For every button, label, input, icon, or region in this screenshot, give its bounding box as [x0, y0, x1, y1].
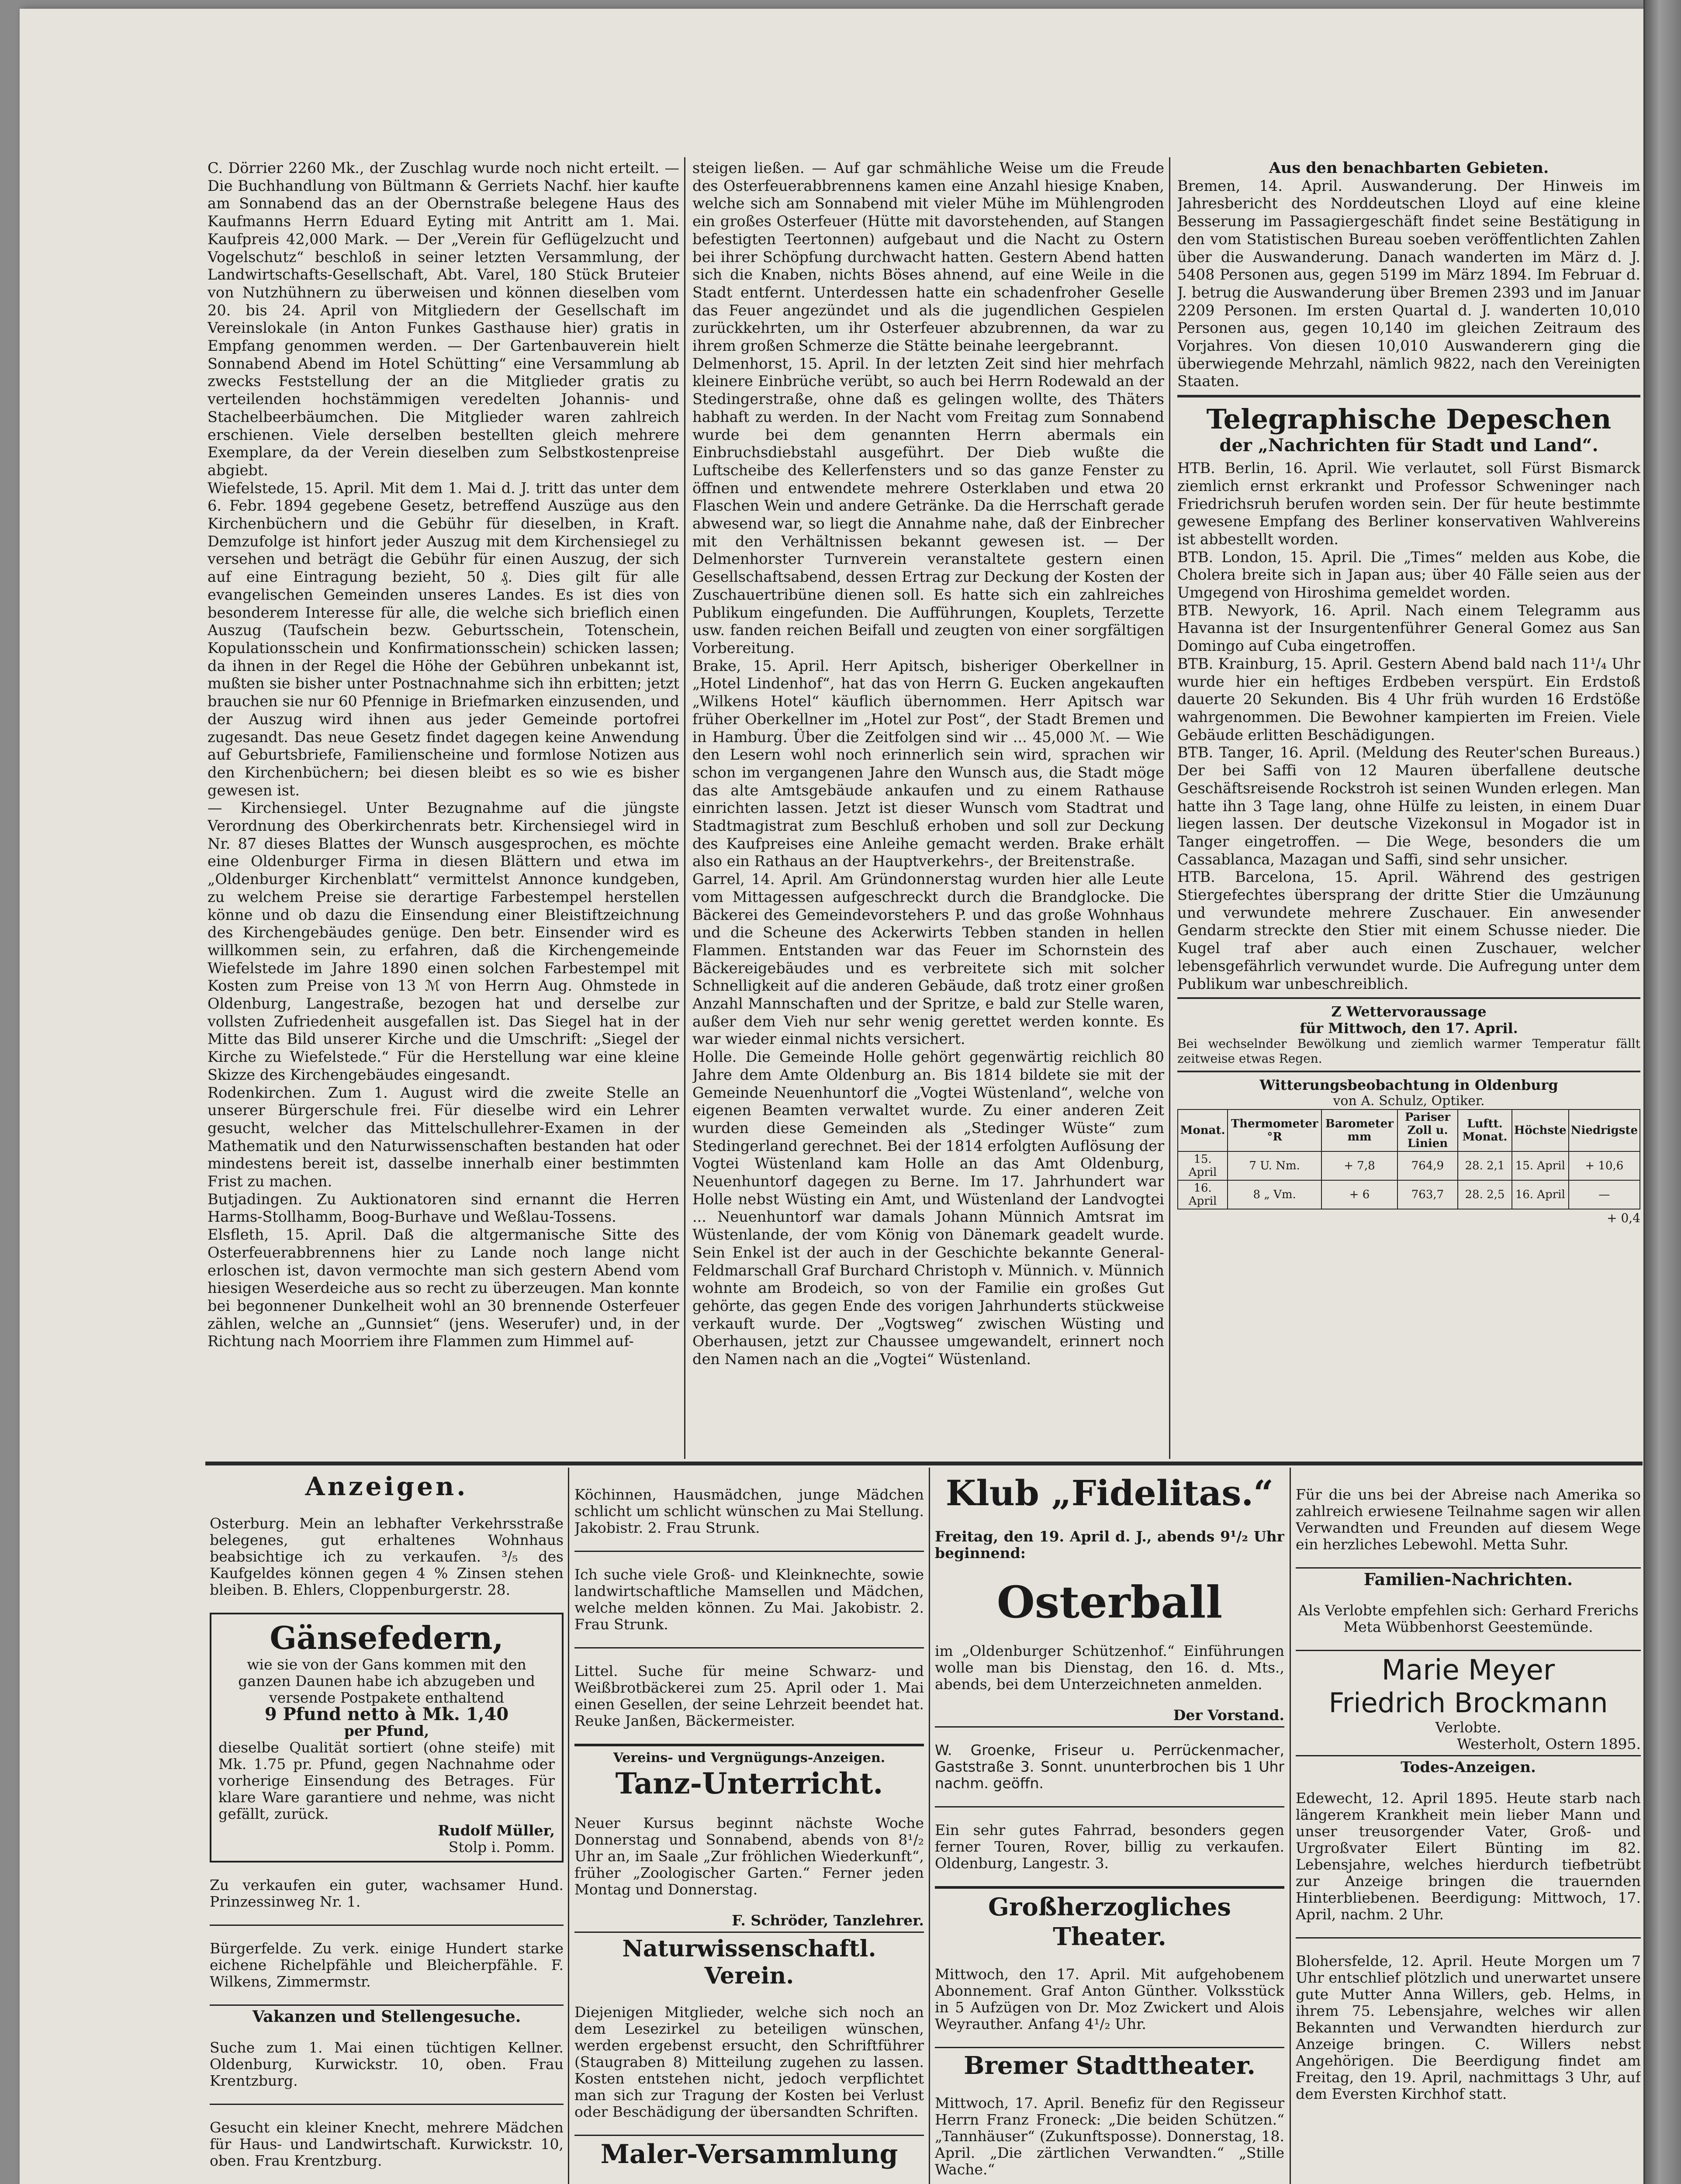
ad-osterburg: Osterburg. Mein an lebhafter Verkehrsstraße belegenes, gut erhaltenes Wohnhaus beabsichtige ich zu verkaufen. ³/₅ des Kaufgeldes können gegen 4 % Zinsen stehen bleiben. B. Ehlers, Cloppenburgerstr. 28.: [210, 1515, 564, 1598]
tanz-title: Tanz-Unterricht.: [615, 1766, 883, 1800]
wx-cell: 763,7: [1397, 1180, 1458, 1209]
telegram-6: HTB. Barcelona, 15. April. Während des gestrigen Stiergefechtes übersprang der dritte Stier die Umzäunung und verwundete mehrere Zuschauer. Ein anwesender Gendarm streckte den Stier mit einem Schusse nieder. Die Kugel traf aber auch einen Zuschauer, welcher lebensgefährlich verwundet wurde. Die Aufregung unter dem Publikum war unbeschreiblich.: [1177, 868, 1640, 992]
column-rule-1: [684, 157, 685, 1459]
osterball-sig: Der Vorstand.: [1173, 1707, 1284, 1724]
tanz-text: Neuer Kursus beginnt nächste Woche Donnerstag und Sonnabend, abends von 8¹/₂ Uhr an, im Saale „Zur fröhlichen Wiederkunft“, früher „Zoologischer Garten.“ Ferner jeden Montag und Donnerstag.: [574, 1814, 924, 1898]
ad-rule: [935, 1806, 1284, 1807]
obs-rule: [1177, 1071, 1640, 1072]
ad-rule: [574, 1744, 924, 1746]
ad-koechinnen: Köchinnen, Hausmädchen, junge Mädchen schlicht um schlicht wünschen zu Mai Stellung. Jakobistr. 2. Frau Strunk.: [574, 1486, 924, 1536]
col2-para-5: Holle. Die Gemeinde Holle gehört gegenwärtig reichlich 80 Jahre dem Amte Oldenburg an. Bis 1814 bildete sie mit der Gemeinde Neuenhuntorf die „Vogtei Wüstenland“, welche von eigenen Beamten verwaltet wurde. Zu einer anderen Zeit wurden diese Gemeinden als „Stedinger Wüste“ zum Stedingerland gerechnet. Bei der 1814 erfolgten Auflösung der Vogtei Wüstenland kam Holle an das Amt Oldenburg, Neuenhuntorf dagegen zu Berne. Im 17. Jahrhundert war Holle nebst Wüsting ein Amt, und Wüstenland der Landvogtei ... Neuenhuntorf war damals Johann Münnich Amtsrat im Wüstenlande, der vom König von Dänemark geadelt wurde. Sein Enkel ist der auch in der Geschichte bekannte General-Feldmarschall Graf Burchard Christoph v. Münnich. v. Münnich wohnte am Brodeich, so von der Familie ein großes Gut gehörte, das gegen Ende des vorigen Jahrhunderts stückweise verkauft wurde. Der „Vogtsweg“ zwischen Wüsting und Oberhausen, jetzt zur Chaussee umgewandelt, erinnert noch den Namen nach an die „Vogtei“ Wüstenland.: [692, 1048, 1164, 1368]
westerholt: Westerholt, Ostern 1895.: [1457, 1735, 1641, 1752]
wx-cell: 15. April: [1512, 1151, 1569, 1180]
ad-kellner: Suche zum 1. Mai einen tüchtigen Kellner. Oldenburg, Kurwickstr. 10, oben. Frau Krentzburg.: [210, 2039, 564, 2089]
vakanzen-title: Vakanzen und Stellengesuche.: [252, 2008, 521, 2026]
telegram-1: HTB. Berlin, 16. April. Wie verlautet, soll Fürst Bismarck ziemlich ernst erkrankt und Professor Schweninger nach Friedrichsruh berufen worden sein. Der für heute bestimmte gewesene Empfang des Berliner konservativen Wahlvereins ist abbestellt worden.: [1177, 460, 1640, 548]
ad-rule: [574, 1647, 924, 1648]
ad-littel: Littel. Suche für meine Schwarz- und Weißbrotbäckerei zum 25. April oder 1. Mai einen Gesellen, der seine Lehrzeit beendet hat. Reuke Janßen, Bäckermeister.: [574, 1662, 924, 1729]
bremer-title: Bremer Stadttheater.: [964, 2051, 1256, 2080]
ad-groenke: W. Groenke, Friseur u. Perrückenmacher, Gaststraße 3. Sonnt. ununterbrochen bis 1 Uhr nachm. geöffn.: [935, 1742, 1284, 1792]
wx-cell: 28. 2,5: [1458, 1180, 1512, 1209]
ad-rule: [210, 2104, 564, 2105]
theater-text: Mittwoch, den 17. April. Mit aufgehobenem Abonnement. Graf Anton Günther. Volksstück in 5 Aufzügen von Dr. Moz Zwickert und Alois Weyrauther. Anfang 4¹/₂ Uhr.: [935, 1966, 1284, 2032]
wx-cell: 16. April: [1178, 1180, 1228, 1209]
ads-column-b: [574, 1472, 924, 2184]
col1-para-2: Wiefelstede, 15. April. Mit dem 1. Mai d. J. tritt das unter dem 6. Febr. 1894 gegebene Gesetz, betreffend Auszüge aus den Kirchenbüchern und die Gebühr für dieselben, in Kraft. Demzufolge ist hinfort jeder Auszug mit dem Kirchensiegel zu versehen und beträgt die Gebühr für einen Auszug, der sich auf eine Eintragung bezieht, 50 ₰. Dies gilt für alle evangelischen Gemeinden unseres Landes. Es ist dies von besonderem Interesse für alle, die welche sich brieflich einen Auszug (Taufschein bezw. Geburtsschein, Totenschein, Kopulationsschein und Konfirmationsschein) schicken lassen; da ihnen in der Regel die Höhe der Gebühren unbekannt ist, mußten sie bisher unter Postnachnahme sich ihn erbitten; jetzt brauchen sie nur 60 Pfennige in Briefmarken einzusenden, und der Auszug wird ihnen aus jeder Gemeinde portofrei zugesandt. Das neue Gesetz findet dagegen keine Anwendung auf Geburtsbriefe, Familienscheine und formlose Notizen aus den Kirchenbüchern; bei diesen bleibt es so wie es bisher gewesen ist.: [208, 479, 679, 799]
osterball-title: Osterball: [996, 1576, 1223, 1628]
klub-title: Klub „Fidelitas.“: [945, 1472, 1274, 1514]
ads-column-d: [1296, 1472, 1641, 2184]
wx-cell: 7 U. Nm.: [1228, 1151, 1321, 1180]
telegram-3: BTB. Newyork, 16. April. Nach einem Telegramm aus Havanna ist der Insurgentenführer General Gomez aus San Domingo auf Cuba eingetroffen.: [1177, 601, 1640, 655]
ad-rule: [935, 2047, 1284, 2048]
ads-rule-1: [568, 1468, 569, 2184]
obs-bracket: + 0,4: [1607, 1211, 1640, 1226]
gaensefedern-place: Stolp i. Pomm.: [448, 1838, 555, 1856]
col1-para-1: C. Dörrier 2260 Mk., der Zuschlag wurde noch nicht erteilt. — Die Buchhandlung von Bültmann & Gerriets Nachf. hier kaufte am Sonnabend das an der Obernstraße belegene Haus des Kaufmanns Herrn Eduard Eyting mit Antritt am 1. Mai. Kaufpreis 42,000 Mark. — Der „Verein für Geflügelzucht und Vogelschutz“ beschloß in seiner letzten Versammlung, der Landwirtschafts-Gesellschaft, Abt. Varel, 180 Stück Bruteier von Nutzhühnern zu überweisen und können dieselben vom 20. bis 24. April von Mitgliedern der Gesellschaft im Vereinslokale (in Anton Funkes Gasthause hier) gratis in Empfang genommen werden. — Der Gartenbauverein hielt Sonnabend Abend im Hotel Schütting“ eine Versammlung ab zwecks Feststellung der an die Mitglieder gratis zu verteilenden hochstämmigen veredelten Johannis- und Stachelbeerbäumchen. Die Mitglieder waren zahlreich erschienen. Viele derselben bestellten gleich mehrere Exemplare, da der Verein dieselben zum Selbstkostenpreise abgiebt.: [208, 159, 679, 479]
klub-text: Freitag, den 19. April d. J., abends 9¹/₂ Uhr beginnend:: [935, 1528, 1284, 1562]
anzeigen-title: Anzeigen.: [305, 1472, 468, 1501]
wx-h-high: Höchste: [1512, 1109, 1569, 1151]
ad-edewecht: Edewecht, 12. April 1895. Heute starb nach längerem Krankheit mein lieber Mann und unser treusorgender Vater, Groß- und Urgroßvater Eilert Bünting im 82. Lebensjahre, welches hierdurch tiefbetrübt zur Anzeige bringen die trauernden Hinterbliebenen. Beerdigung: Mittwoch, 17. April, nachm. 2 Uhr.: [1296, 1790, 1641, 1923]
telegram-2: BTB. London, 15. April. Die „Times“ melden aus Kobe, die Cholera breite sich in Japan aus; über 40 Fälle seien aus der Umgegend von Hiroshima gemeldet worden.: [1177, 548, 1640, 601]
gaensefedern-title: Gänsefedern,: [270, 1619, 504, 1656]
wx-cell: 16. April: [1512, 1180, 1569, 1209]
ad-gaensefedern: [210, 1613, 564, 1863]
wx-h-low: Niedrigste: [1569, 1109, 1640, 1151]
telegraph-rule: [1177, 395, 1640, 397]
ad-rule: [1296, 1937, 1641, 1939]
ad-dank: Für die uns bei der Abreise nach Amerika so zahlreich erwiesene Teilnahme sagen wir allen Verwandten und Freunden auf diesem Wege ein herzliches Lebewohl. Metta Suhr.: [1296, 1486, 1641, 1553]
gaensefedern-sig: Rudolf Müller,: [438, 1822, 555, 1839]
wx-h-thermo: Thermometer °R: [1228, 1109, 1321, 1151]
wx-cell: + 6: [1321, 1180, 1397, 1209]
name-marie: Marie Meyer: [1381, 1654, 1555, 1686]
familien-title: Familien-Nachrichten.: [1363, 1569, 1573, 1589]
tanz-sig: F. Schröder, Tanzlehrer.: [732, 1912, 924, 1929]
ad-knecht: Gesucht ein kleiner Knecht, mehrere Mädchen für Haus- und Landwirtschaft. Kurwickstr. 10, oben. Frau Krentzburg.: [210, 2119, 564, 2169]
ad-hund: Zu verkaufen ein guter, wachsamer Hund. Prinzessinweg Nr. 1.: [210, 1876, 564, 1910]
col2-para-2: Delmenhorst, 15. April. In der letzten Zeit sind hier mehrfach kleinere Einbrüche verübt, so auch bei Herrn Rodewald an der Stedingerstraße, ohne daß es gelingen wollte, des Thäters habhaft zu werden. In der Nacht vom Freitag zum Sonnabend wurde bei dem genannten Herrn abermals ein Einbruchsdiebstahl ausgeführt. Der Dieb wußte die Luftscheibe des Kellerfensters und so das ganze Fenster zu öffnen und entwendete mehrere Osterklaben und etwa 20 Flaschen Wein und andere Getränke. Da die Herrschaft gerade abwesend war, so liegt die Annahme nahe, daß der Einbrecher mit den Verhältnissen bekannt gewesen ist. — Der Delmenhorster Turnverein veranstaltete gestern einen Gesellschaftsabend, dessen Ertrag zur Deckung der Kosten der Zuschauertribüne dienen soll. Es hatte sich ein zahlreiches Publikum eingefunden. Die Aufführungen, Kouplets, Terzette usw. fanden reichen Beifall und zeugten von einer sorgfältigen Vorbereitung.: [692, 355, 1164, 657]
column-3: [1177, 159, 1640, 1459]
wx-cell: + 10,6: [1569, 1151, 1640, 1180]
vereins-heading: Vereins- und Vergnügungs-Anzeigen.: [613, 1750, 885, 1766]
verlobt-1: Als Verlobte empfehlen sich: Gerhard Frerichs Meta Wübbenhorst Geestemünde.: [1298, 1602, 1639, 1635]
ad-buergerfelde: Bürgerfelde. Zu verk. einige Hundert starke eichene Richelpfähle und Bleicherpfähle. F. Wilkens, Zimmermstr.: [210, 1940, 564, 1990]
col2-para-4: Garrel, 14. April. Am Gründonnerstag wurden hier alle Leute vom Mittagessen aufgeschreckt durch die Brandglocke. Die Bäckerei des Gemeindevorstehers P. und das große Wohnhaus und die Scheune des Ackerwirts Tebben standen in hellen Flammen. Entstanden war das Feuer im Schornstein des Bäckereigebäudes und es verbreitete sich mit solcher Schnelligkeit auf die anderen Gebäude, daß trotz einer großen Anzahl Mannschaften und der Spritze, e bald zur Stelle waren, außer dem Vieh nur sehr wenig gerettet werden konnte. Es war wieder einmal nichts versichert.: [692, 871, 1164, 1048]
table-row: [1178, 1151, 1640, 1180]
telegraph-subtitle: der „Nachrichten für Stadt und Land“.: [1219, 435, 1598, 456]
ad-rule: [210, 1925, 564, 1926]
verlobte-label: Verlobte.: [1435, 1719, 1501, 1736]
neighbors-heading: Aus den benachbarten Gebieten.: [1269, 159, 1549, 177]
weather-table: [1177, 1109, 1640, 1209]
telegram-5: BTB. Tanger, 16. April. (Meldung des Reuter'schen Bureaus.) Der bei Saffi von 12 Mauren überfallene deutsche Geschäftsreisende Rockstroh ist seinen Wunden erlegen. Man hatte ihn 3 Tage lang, ohne Hülfe zu leisten, in einem Duar liegen lassen. Der deutsche Vizekonsul in Mogador ist in Tanger eingetroffen. — Die Wege, besonders die um Cassablanca, Mazagan und Saffi, sind sehr unsicher.: [1177, 744, 1640, 868]
weather-title: Z Wettervoraussage: [1331, 1003, 1487, 1020]
wx-cell: + 7,8: [1321, 1151, 1397, 1180]
gaensefedern-text: wie sie von der Gans kommen mit den ganzen Daunen habe ich abzugeben und versende Postpakete enthaltend: [238, 1656, 535, 1706]
wx-cell: —: [1569, 1180, 1640, 1209]
wx-h-month: Monat.: [1178, 1109, 1228, 1151]
ads-rule-2: [929, 1468, 930, 2184]
col1-para-3: — Kirchensiegel. Unter Bezugnahme auf die jüngste Verordnung des Oberkirchenrats betr. Kirchensiegel wird in Nr. 87 dieses Blattes der Wunsch ausgesprochen, es möchte eine Oldenburger Firma in diesen Blättern und etwa im „Oldenburger Kirchenblatt“ vermittelst Annonce kundgeben, zu welchem Preise sie derartige Farbestempel herstellen könne und ob dazu die Einsendung einer Bleistiftzeichnung des Kirchengebäudes genüge. Den betr. Einsender wird es willkommen sein, zu erfahren, daß die Kirchengemeinde Wiefelstede im Jahre 1890 einen solchen Farbestempel mit Kosten zum Preise von 13 ℳ von Herrn Aug. Ohmstede in Oldenburg, Langestraße, bezogen hat und derselbe zur vollsten Zufriedenheit ausgefallen ist. Das Siegel hat in der Mitte das Bild unserer Kirche und die Umschrift: „Siegel der Kirche zu Wiefelstede.“ Für die Herstellung war eine kleine Skizze des Kirchengebäudes eingesandt.: [208, 799, 679, 1083]
wx-cell: 8 „ Vm.: [1228, 1180, 1321, 1209]
weather-table-header: [1178, 1109, 1640, 1151]
ad-rule: [210, 2004, 564, 2006]
weather-rule: [1177, 997, 1640, 999]
gaensefedern-per: per Pfund,: [344, 1722, 429, 1739]
ads-separator: [205, 1462, 1643, 1465]
natur-text: Diejenigen Mitglieder, welche sich noch an dem Lesezirkel zu beteiligen wünschen, werden ergebenst ersucht, den Schriftführer (Staugraben 8) Mitteilung zugehen zu lassen. Kosten entstehen nicht, jedoch verpflichtet man sich zur Tragung der Kosten bei Verlust oder Beschädigung der übersandten Schriften.: [574, 2004, 924, 2120]
obs-title: Witterungsbeobachtung in Oldenburg: [1259, 1077, 1558, 1094]
wx-cell: 28. 2,1: [1458, 1151, 1512, 1180]
telegraph-title: Telegraphische Depeschen: [1206, 403, 1612, 435]
ad-rule: [935, 1726, 1284, 1728]
maler-title: Maler-Versammlung: [600, 2139, 898, 2170]
col2-para-1: steigen ließen. — Auf gar schmähliche Weise um die Freude des Osterfeuerabbrennens kamen eine Anzahl hiesige Knaben, welche sich am Sonnabend mit vieler Mühe im Mühlengroden ein großes Osterfeuer (Hütte mit davorstehenden, auf Stangen befestigten Teertonnen) aufgebaut und die Nacht zu Ostern bei ihrer Schöpfung durchwacht hatten. Gestern Abend hatten sich die Knaben, nichts Böses ahnend, auf eine Weile in die Stadt entfernt. Unterdessen hatte ein schadenfroher Geselle das Feuer angezündet und als die jugendlichen Gespielen zurückkehrten, um ihr Osterfeuer abzubrennen, da war zu ihrem großen Schmerze die Stätte beinahe leergebrannt.: [692, 159, 1164, 355]
ad-rule: [1296, 1650, 1641, 1651]
bremer-text: Mittwoch, 17. April. Benefiz für den Regisseur Herrn Franz Froneck: „Die beiden Schützen.“ „Tannhäuser“ (Zukunftsposse). Donnerstag, 18. April. „Die zärtlichen Verwandten.“ „Stille Wache.“: [935, 2094, 1284, 2178]
weather-date: für Mittwoch, den 17. April.: [1300, 1020, 1518, 1037]
theater-title: Großherzogliches Theater.: [988, 1893, 1231, 1951]
gaensefedern-text2: dieselbe Qualität sortiert (ohne steife) mit Mk. 1.75 pr. Pfund, gegen Nachnahme oder vorherige Einsendung des Betrages. Für klare Ware garantiere und nehme, was nicht gefällt, zurück.: [218, 1739, 555, 1822]
obs-subtitle: von A. Schulz, Optiker.: [1333, 1093, 1485, 1109]
natur-title: Naturwissenschaftl. Verein.: [622, 1935, 876, 1989]
wx-h-lmonth: Luftt. Monat.: [1458, 1109, 1512, 1151]
todes-title: Todes-Anzeigen.: [1401, 1759, 1536, 1776]
ad-rule: [1296, 1755, 1641, 1756]
col2-para-3: Brake, 15. April. Herr Apitsch, bisheriger Oberkellner in „Hotel Lindenhof“, hat das von Herrn G. Eucken angekauften „Wilkens Hotel“ käuflich übernommen. Herr Apitsch war früher Oberkellner im „Hotel zur Post“, der Stadt Bremen und in Hamburg. Über die Zeitfolgen sind wir ... 45,000 ℳ. — Wie den Lesern wohl noch erinnerlich sein wird, sprachen wir schon im vergangenen Jahre den Wunsch aus, die Stadt möge das alte Amtsgebäude ankaufen und zu einem Rathause einrichten lassen. Jetzt ist dieser Wunsch vom Stadtrat und Stadtmagistrat zum Beschluß erhoben und soll zur Deckung des Kaufpreises eine Anleihe gemacht werden. Brake erhält also ein Rathaus an der Hauptverkehrs-, der Breitenstraße.: [692, 657, 1164, 870]
col3-para-1: Bremen, 14. April. Auswanderung. Der Hinweis im Jahresbericht des Norddeutschen Lloyd auf eine kleine Besserung im Passagiergeschäft findet seine Bestätigung in den vom Statistischen Bureau soeben veröffentlichten Zahlen über die Auswanderung. Danach wanderten im März d. J. 5408 Personen aus, gegen 5199 im März 1894. Im Februar d. J. betrug die Auswanderung über Bremen 2393 und im Januar 2209 Personen. Im ersten Quartal d. J. wanderten 10,010 Personen aus, gegen 10,140 im gleichen Zeitraum des Vorjahres. Von diesen 10,010 Auswanderern ging die überwiegende Mehrzahl, nämlich 9822, nach den Vereinigten Staaten.: [1177, 177, 1640, 390]
wx-h-baro: Barometer mm: [1321, 1109, 1397, 1151]
weather-text: Bei wechselnder Bewölkung und ziemlich warmer Temperatur fällt zeitweise etwas Regen.: [1177, 1037, 1640, 1066]
ad-blohe: Blohersfelde, 12. April. Heute Morgen um 7 Uhr entschlief plötzlich und unerwartet unsere gute Mutter Anna Willers, geb. Helms, in ihrem 75. Lebensjahre, welches wir allen Bekannten und Verwandten hierdurch zur Anzeige bringen. C. Willers nebst Angehörigen. Die Beerdigung findet am Freitag, den 19. April, nachmittags 3 Uhr, auf dem Eversten Kirchhof statt.: [1296, 1952, 1641, 2102]
ad-rule: [574, 1551, 924, 1552]
ads-column-a: [210, 1472, 564, 2184]
ad-fahrrad: Ein sehr gutes Fahrrad, besonders gegen ferner Touren, Rover, billig zu verkaufen. Oldenburg, Langestr. 3.: [935, 1821, 1284, 1872]
column-2: [692, 159, 1164, 1459]
gaensefedern-price: 9 Pfund netto à Mk. 1,40: [264, 1704, 509, 1724]
ad-rule: [1296, 1567, 1641, 1569]
osterball-text: im „Oldenburger Schützenhof.“ Einführungen wolle man bis Dienstag, den 16. d. Mts., abends, bei dem Unterzeichneten anmelden.: [935, 1642, 1284, 1693]
wx-cell: 764,9: [1397, 1151, 1458, 1180]
ad-knechte: Ich suche viele Groß- und Kleinknechte, sowie landwirtschaftliche Mamsellen und Mädchen, welche melden können. Zu Mai. Jakobistr. 2. Frau Strunk.: [574, 1566, 924, 1633]
ads-column-c: [935, 1472, 1284, 2184]
col1-para-6: Elsfleth, 15. April. Daß die altgermanische Sitte des Osterfeuerabbrennens hier zu Lande noch lange nicht erloschen ist, davon vermochte man sich gestern Abend vom hiesigen Weserdeiche aus so recht zu überzeugen. Man konnte bei begonnener Dunkelheit wohl an 30 brennende Osterfeuer zählen, welche an „Gunnsiet“ (jens. Weserufer) und, in der Richtung nach Moorriem ihre Flammen zum Himmel auf-: [208, 1226, 679, 1350]
name-friedrich: Friedrich Brockmann: [1328, 1687, 1608, 1719]
col1-para-5: Butjadingen. Zu Auktionatoren sind ernannt die Herren Harms-Stollhamm, Boog-Burhave und Weßlau-Tossens.: [208, 1190, 679, 1226]
ad-rule: [574, 2135, 924, 2136]
ads-rule-3: [1290, 1468, 1291, 2184]
wx-cell: 15. April: [1178, 1151, 1228, 1180]
telegram-4: BTB. Krainburg, 15. April. Gestern Abend bald nach 11¹/₄ Uhr wurde hier ein heftiges Erdbeben verspürt. Ein Erdstoß dauerte 20 Sekunden. Bis 4 Uhr früh wurden 16 Erdstöße wahrgenommen. Die Bewohner kampierten im Freien. Viele Gebäude erlitten Beschädigungen.: [1177, 655, 1640, 743]
wx-h-paris: Pariser Zoll u. Linien: [1397, 1109, 1458, 1151]
col1-para-4: Rodenkirchen. Zum 1. August wird die zweite Stelle an unserer Bürgerschule frei. Für dieselbe wird ein Lehrer gesucht, welcher das Mittelschullehrer-Examen in der Mathematik und den Naturwissenschaften bestanden hat oder mindestens bereit ist, dasselbe innerhalb einer bestimmten Frist zu machen.: [208, 1084, 679, 1190]
ad-rule: [935, 1886, 1284, 1889]
adjacent-page-edge: [1645, 0, 1681, 2184]
ad-rule: [574, 1932, 924, 1933]
table-row: [1178, 1180, 1640, 1209]
column-1: [208, 159, 679, 1459]
column-rule-2: [1169, 157, 1170, 1459]
